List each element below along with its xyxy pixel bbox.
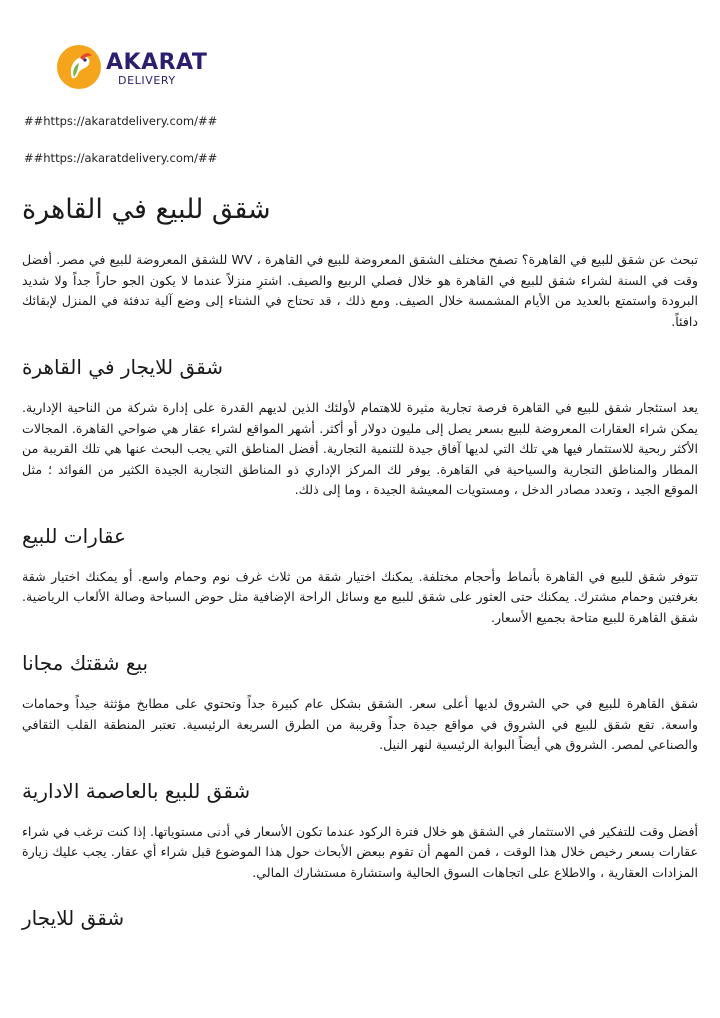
- site-logo[interactable]: [56, 44, 208, 92]
- source-url-2[interactable]: ##https://akaratdelivery.com/##: [24, 151, 218, 165]
- section-body-rent-cairo: يعد استئجار شقق للبيع في القاهرة فرصة تجارية مثيرة للاهتمام لأولئك الذين لديهم القدرة على إدارة شركة من الناحية الإدارية. يمكن شراء العقارات المعروضة للبيع بسعر يصل إلى مليون دولار أو أكثر. أشهر المواقع لشراء عقار هي ضواحي القاهرة. المجالات الأكثر ربحية للاستثمار فيها هي تلك التي لديها آفاق جيدة للتنمية التجارية. أفضل المناطق التي يجب البحث عنها هي تلك القريبة من المطار والمناطق التجارية والسياحية في القاهرة. يوفر لك المركز الإداري ذو المناطق التجارية الجيدة الكثير من الفوائد ؛ مثل الموقع الجيد ، وتعدد مصادر الدخل ، ومستويات المعيشة الجيدة ، وما إلى ذلك.: [22, 400, 698, 497]
- section-heading-new-capital: شقق للبيع بالعاصمة الادارية: [22, 778, 251, 803]
- section-heading-sell-free: بيع شقتك مجانا: [22, 651, 149, 675]
- logo-main-text: AKARAT: [106, 50, 208, 75]
- source-url-1[interactable]: ##https://akaratdelivery.com/##: [24, 114, 218, 128]
- section-body-sell-free: شقق القاهرة للبيع في حي الشروق لديها أعلى سعر. الشقق بشكل عام كبيرة جداً وتحتوي على مطابخ مؤثثة جيداً وحمامات واسعة. تقع شقق للبيع في الشروق في مواقع جيدة جداً وقريبة من الطرق السريعة الرئيسية. تعتبر المنطقة القلب الثقافي والصناعي لمصر. الشروق هي أيضاً البوابة الرئيسية لنهر النيل.: [22, 696, 698, 752]
- logo-wordmark: [106, 52, 207, 87]
- bird-logo-icon: [56, 44, 102, 90]
- intro-paragraph: تبحث عن شقق للبيع في القاهرة؟ تصفح مختلف الشقق المعروضة للبيع في القاهرة ، WV للشقق المعروضة للبيع في مصر. أفضل وقت في السنة لشراء شقق للبيع في القاهرة هو خلال فصلي الربيع والصيف. اشترِ منزلاً عندما لا يكون الجو حاراً جداً ولا شديد البرودة واستمتع بالعديد من الأيام المشمسة خلال الصيف. ومع ذلك ، قد تحتاج في الشتاء إلى وضع آلية تدفئة في المنزل لإبقائك دافئاً.: [22, 252, 698, 329]
- article: [22, 190, 698, 949]
- section-heading-rent: شقق للايجار: [22, 906, 125, 930]
- logo-sub-text: DELIVERY: [118, 74, 176, 87]
- section-body-new-capital: أفضل وقت للتفكير في الاستثمار في الشقق هو خلال فترة الركود عندما تكون الأسعار في أدنى مستوياتها. إذا كنت ترغب في شراء عقارات بسعر رخيص خلال هذا الوقت ، فمن المهم أن تقوم ببعض الأبحاث حول هذا الموضوع قبل شراء أي عقار. يجب عليك زيارة المزادات العقارية ، والاطلاع على اتجاهات السوق الحالية واستشارة مستشارك المالي.: [22, 823, 698, 880]
- section-body-properties-sale: تتوفر شقق للبيع في القاهرة بأنماط وأحجام مختلفة. يمكنك اختيار شقة من ثلاث غرف نوم وحمام واسع. أو يمكنك اختيار شقة بغرفتين وحمام مشترك. يمكنك حتى العثور على شقق للبيع مع وسائل الراحة الإضافية مثل حوض السباحة وصالة الألعاب الرياضية. شقق القاهرة للبيع متاحة بجميع الأسعار.: [22, 568, 698, 625]
- section-heading-properties-sale: عقارات للبيع: [22, 523, 126, 548]
- section-heading-rent-cairo: شقق للايجار في القاهرة: [22, 355, 224, 379]
- page-title: شقق للبيع في القاهرة: [22, 194, 271, 225]
